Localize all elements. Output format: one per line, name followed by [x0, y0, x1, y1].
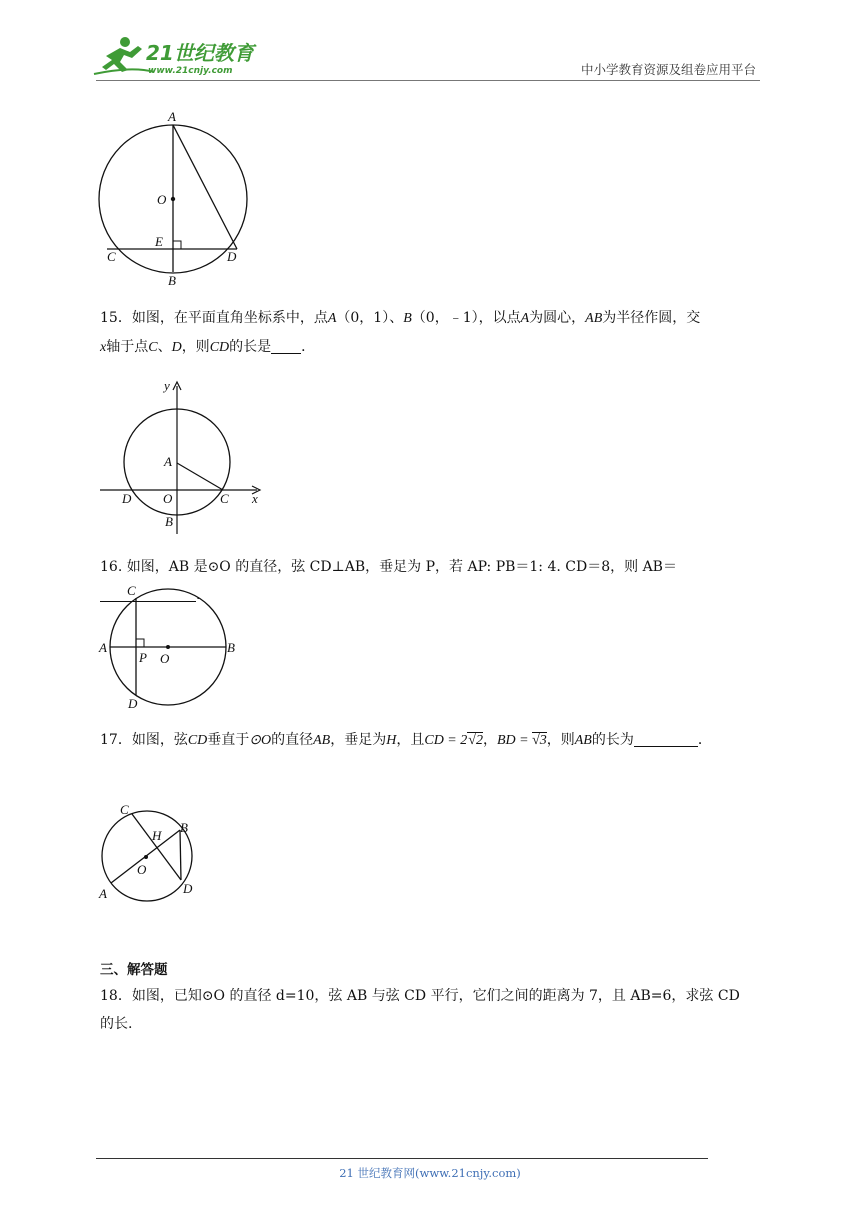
footer-text: 21 世纪教育网(www.21cnjy.com) — [339, 1166, 521, 1180]
fig15-label-x: x — [252, 491, 258, 506]
answer-blank-15 — [271, 339, 301, 354]
figure-17 — [94, 796, 214, 906]
logo-title: 21世纪教育 — [146, 41, 254, 65]
site-logo — [92, 30, 262, 80]
fig15-label-a: A — [164, 454, 172, 469]
fig16-label-d: D — [128, 696, 138, 711]
equation-bd: BD = √3 — [496, 733, 547, 748]
fig16-label-c: C — [127, 583, 136, 598]
fig17-label-b: B — [180, 820, 188, 835]
fig14-label-e: E — [155, 234, 163, 249]
fig14-label-b: B — [168, 273, 176, 288]
fig16-label-a: A — [99, 640, 107, 655]
section-title: 三、解答题 — [100, 962, 168, 978]
fig16-label-o: O — [160, 651, 170, 666]
fig15-label-c: C — [220, 491, 229, 506]
fig17-label-d: D — [183, 881, 193, 896]
fig17-label-h: H — [152, 828, 162, 843]
header-divider — [96, 80, 760, 81]
figure-15 — [92, 376, 272, 538]
fig17-label-a: A — [99, 886, 107, 901]
fig15-label-d: D — [122, 491, 132, 506]
fig14-label-c: C — [107, 249, 116, 264]
figure-14 — [90, 104, 260, 294]
fig15-label-o: O — [163, 491, 173, 506]
fig16-label-b: B — [227, 640, 235, 655]
fig14-label-o: O — [157, 192, 167, 207]
footer-divider — [96, 1158, 708, 1159]
fig17-label-o: O — [137, 862, 147, 877]
question-16: 16. 如图，AB 是⊙O 的直径，弦 CD⊥AB，垂足为 P，若 AP: PB＝1: 4. CD＝8，则 AB＝. — [100, 559, 677, 603]
runner-logo-icon — [94, 37, 154, 74]
answer-blank-17 — [634, 732, 698, 747]
question-18: 18．如图，已知⊙O 的直径 d=10，弦 AB 与弦 CD 平行，它们之间的距离为 7，且 AB=6，求弦 CD 的长. — [100, 988, 740, 1032]
equation-cd: CD = 2√2 — [424, 733, 483, 748]
fig16-label-p: P — [139, 650, 147, 665]
header-platform-text: 中小学教育资源及组卷应用平台 — [580, 62, 756, 77]
figure-16 — [96, 582, 246, 717]
fig15-label-y: y — [164, 378, 170, 393]
fig14-label-a: A — [168, 109, 176, 124]
logo-url: www.21cnjy.com — [148, 66, 233, 76]
fig14-label-d: D — [227, 249, 237, 264]
question-15: 15．如图，在平面直角坐标系中，点A（0，1）、B（0，﹣1），以点A为圆心，AB为半径作圆，交 x轴于点C、D，则CD的长是 ． — [100, 310, 701, 355]
fig17-label-c: C — [120, 802, 129, 817]
fig15-label-b: B — [165, 514, 173, 529]
question-17: 17．如图，弦CD垂直于⊙O的直径AB，垂足为H，且CD = 2√2，BD = √3，则AB的长为 ． — [100, 732, 712, 748]
